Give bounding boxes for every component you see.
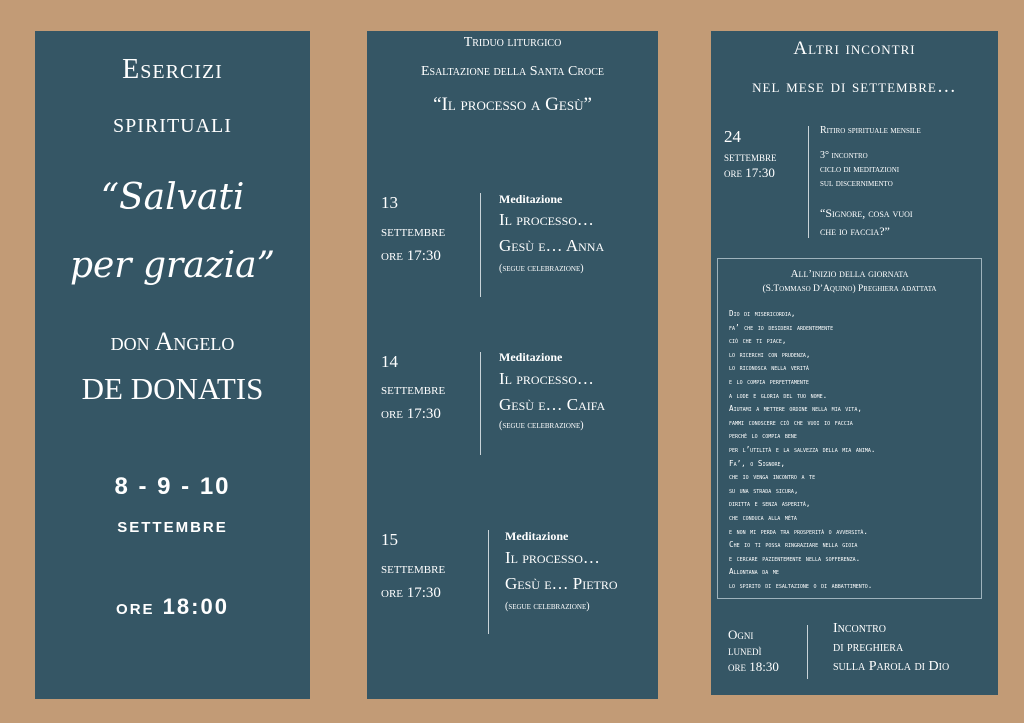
event-note: (segue celebrazione) [499, 420, 584, 431]
event-dates: 8 - 9 - 10 [114, 473, 231, 500]
divider-line [488, 530, 489, 634]
ritiro-month: settembre [724, 149, 777, 164]
speaker-name-line-2: DE DONATIS [81, 371, 264, 406]
prayer-line: a lode e gloria del tuo nome. [729, 390, 828, 400]
title-line-1: Esercizi [122, 54, 223, 85]
panel-esercizi-spirituali [35, 31, 310, 699]
event-title-1: Il processo… [505, 548, 600, 567]
ritiro-line-4: sul discernimento [820, 178, 893, 189]
event-day: 14 [381, 352, 398, 371]
prayer-box [717, 258, 982, 599]
event-note: (segue celebrazione) [505, 601, 590, 612]
prayer-line: perché lo compia bene [729, 431, 797, 441]
event-time: ore 17:30 [381, 585, 441, 601]
weekly-line-3: sulla Parola di Dio [833, 659, 950, 674]
event-month: settembre [381, 561, 446, 577]
prayer-line: e lo compia perfettamente [729, 376, 809, 386]
script-title-line-1: “Salvati [100, 177, 245, 218]
divider-line [480, 193, 481, 297]
event-label: Meditazione [499, 192, 563, 206]
event-month: settembre [117, 512, 228, 537]
prayer-line: che io venga incontro a te [729, 472, 816, 482]
event-time: ore 18:00 [116, 594, 229, 619]
ritiro-title: Ritiro spirituale mensile [820, 125, 921, 136]
prayer-text [729, 307, 977, 592]
event-title-2: Gesù e… Anna [499, 236, 605, 255]
event-day: 13 [381, 193, 398, 212]
weekly-line-2: di preghiera [833, 640, 904, 655]
prayer-line: fa’ che io desideri ardentemente [729, 322, 834, 332]
event-note: (segue celebrazione) [499, 263, 584, 274]
prayer-line: Dio di misericordia, [729, 309, 796, 318]
prayer-line: su una strada sicura, [729, 485, 799, 495]
ritiro-time: ore 17:30 [724, 165, 775, 180]
prayer-title: All’inizio della giornata [790, 268, 909, 280]
prayer-line: Allontana da me [729, 567, 779, 577]
esaltazione-header: Esaltazione della Santa Croce [420, 64, 605, 79]
panel-triduo [367, 31, 658, 699]
event-time: ore 17:30 [381, 248, 441, 264]
divider-line [808, 126, 809, 238]
prayer-line: ciò che ti piace, [729, 336, 787, 346]
prayer-line: fammi conoscere ciò che vuoi io faccia [729, 417, 853, 427]
weekly-time: ore 18:30 [728, 659, 779, 674]
event-title-2: Gesù e… Pietro [505, 574, 618, 593]
event-month: settembre [381, 382, 446, 398]
ritiro-quote-1: “Signore, cosa vuoi [820, 206, 913, 220]
speaker-name-line-1: don Angelo [110, 327, 235, 356]
prayer-line: e cercare pazientemente nella sofferenza. [729, 553, 861, 563]
event-label: Meditazione [499, 350, 563, 364]
triduo-header: Triduo liturgico [463, 35, 562, 50]
script-title-line-2: per grazia” [69, 245, 276, 286]
weekly-day-2: lunedì [728, 643, 762, 658]
event-title-1: Il processo… [499, 369, 594, 388]
prayer-line: Che io ti possa ringraziare nella gioia [729, 540, 858, 550]
event-time: ore 17:30 [381, 406, 441, 422]
prayer-line: diritta e senza asperità, [729, 499, 811, 509]
event-title-2: Gesù e… Caifa [499, 395, 606, 414]
event-month: settembre [381, 224, 446, 240]
panel-altri-incontri [711, 31, 998, 695]
ritiro-quote-2: che io faccia?” [820, 224, 890, 238]
prayer-subtitle: (S.Tommaso D’Aquino) Preghiera adattata [762, 284, 937, 294]
weekly-line-1: Incontro [833, 621, 886, 636]
prayer-line: e non mi perda tra prosperità o avversità. [729, 526, 868, 536]
prayer-line: lo spirito di esaltazione o di abbattimento. [729, 580, 873, 590]
altri-incontri-header: Altri incontri [793, 38, 916, 59]
prayer-line: per l’utilità e la salvezza della mia anima. [729, 444, 876, 454]
event-label: Meditazione [505, 529, 569, 543]
divider-line [480, 352, 481, 455]
ritiro-line-3: ciclo di meditazioni [820, 164, 900, 175]
title-line-2: spirituali [113, 108, 232, 139]
event-title-1: Il processo… [499, 210, 594, 229]
prayer-line: lo ricerchi con prudenza, [729, 349, 811, 359]
prayer-line: che conduca alla mèta [729, 512, 797, 522]
ritiro-line-2: 3° incontro [820, 150, 868, 161]
ritiro-day: 24 [724, 127, 741, 146]
event-day: 15 [381, 530, 398, 549]
processo-header: “Il processo a Gesù” [433, 94, 592, 115]
divider-line [807, 625, 808, 679]
weekly-day-1: Ogni [728, 627, 754, 642]
prayer-line: Fa’, o Signore, [729, 458, 786, 468]
prayer-line: lo riconosca nella verità [729, 363, 809, 373]
prayer-line: Aiutami a mettere ordine nella mia vita, [729, 404, 862, 414]
mese-settembre-header: nel mese di settembre… [752, 76, 957, 97]
